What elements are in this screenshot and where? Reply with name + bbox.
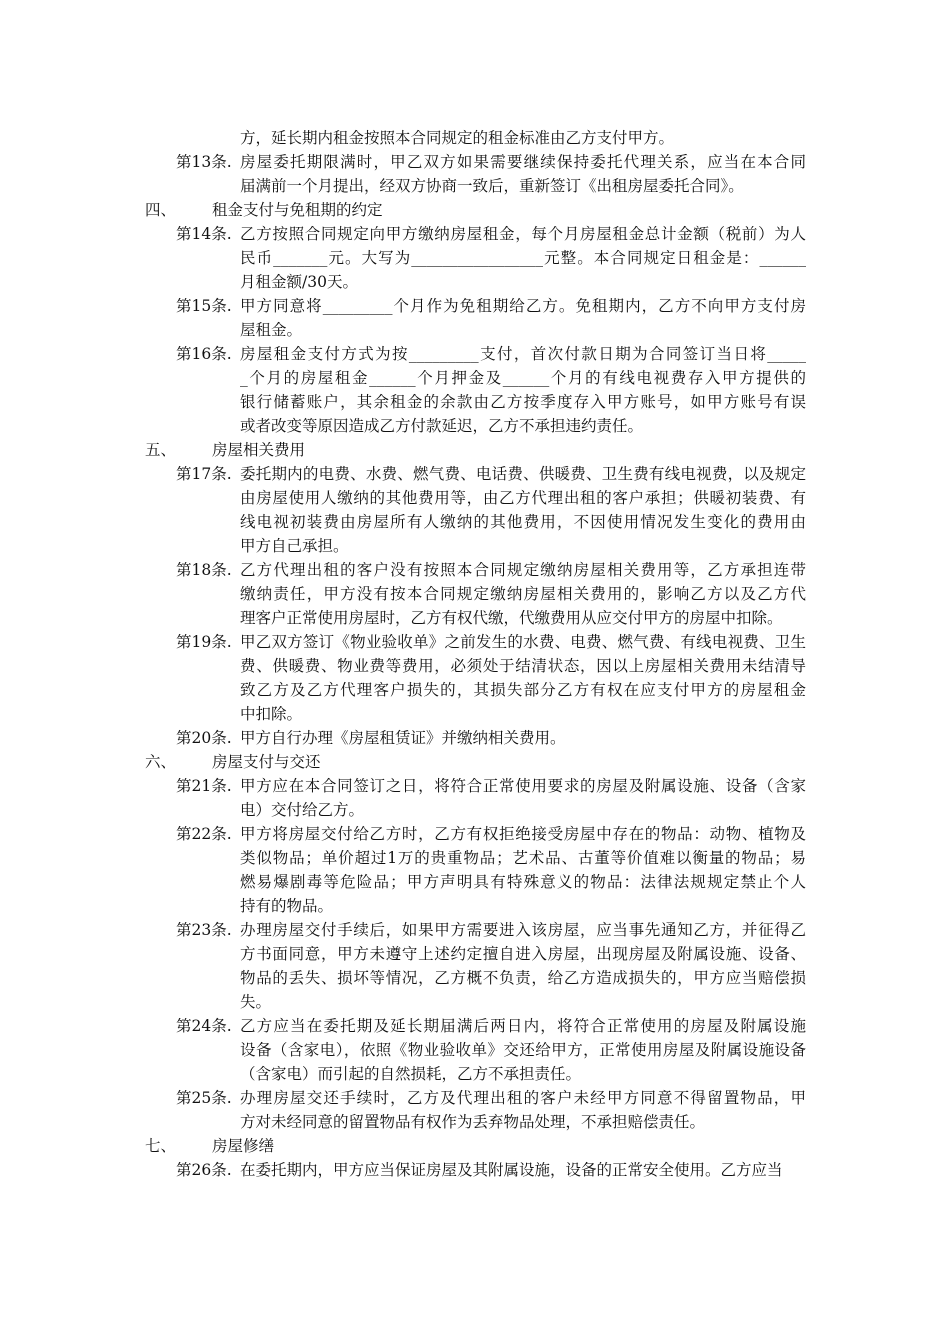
- article-26-label: 第26条.: [176, 1161, 232, 1179]
- article-18-line: 缴纳责任，甲方没有按本合同规定缴纳房屋相关费用的，影响乙方以及乙方代: [240, 585, 806, 603]
- article-15-label: 第15条.: [176, 297, 232, 315]
- article-13-line: 房屋委托期限满时，甲乙双方如果需要继续保持委托代理关系，应当在本合同: [240, 153, 806, 171]
- article-14-line: 月租金额/30天。: [240, 273, 358, 291]
- continuation-line: 方，延长期内租金按照本合同规定的租金标准由乙方支付甲方。: [240, 129, 675, 147]
- article-15-line: 甲方同意将_________个月作为免租期给乙方。免租期内，乙方不向甲方支付房: [240, 297, 806, 315]
- section-number: 六、: [145, 753, 177, 771]
- article-13-line: 届满前一个月提出，经双方协商一致后，重新签订《出租房屋委托合同》。: [240, 177, 744, 195]
- article-17-label: 第17条.: [176, 465, 232, 483]
- article-23-line: 办理房屋交付手续后，如果甲方需要进入该房屋，应当事先通知乙方，并征得乙: [240, 921, 806, 939]
- section-number: 七、: [145, 1137, 177, 1155]
- section-number: 五、: [145, 441, 177, 459]
- article-19-line: 中扣除。: [240, 705, 303, 723]
- article-24-label: 第24条.: [176, 1017, 232, 1035]
- article-25-label: 第25条.: [176, 1089, 232, 1107]
- article-17-line: 委托期内的电费、水费、燃气费、电话费、供暖费、卫生费有线电视费，以及规定: [240, 465, 806, 483]
- section-title: 房屋相关费用: [212, 441, 306, 459]
- article-18-line: 理客户正常使用房屋时，乙方有权代缴，代缴费用从应交付甲方的房屋中扣除。: [240, 609, 783, 627]
- article-16-label: 第16条.: [176, 345, 232, 363]
- article-23-line: 物品的丢失、损坏等情况，乙方概不负责，给乙方造成损失的，甲方应当赔偿损: [240, 969, 806, 987]
- article-19-label: 第19条.: [176, 633, 232, 651]
- section-title: 房屋修缮: [212, 1137, 275, 1155]
- article-22-label: 第22条.: [176, 825, 232, 843]
- article-18-line: 乙方代理出租的客户没有按照本合同规定缴纳房屋相关费用等，乙方承担连带: [240, 561, 806, 579]
- article-15-line: 屋租金。: [240, 321, 303, 339]
- article-13-label: 第13条.: [176, 153, 232, 171]
- article-23-line: 方书面同意，甲方未遵守上述约定擅自进入房屋，出现房屋及附属设施、设备、: [240, 945, 806, 963]
- article-16-line: 房屋租金支付方式为按_________支付，首次付款日期为合同签订当日将_____: [240, 345, 806, 363]
- article-24-line: 设备（含家电），依照《物业验收单》交还给甲方，正常使用房屋及附属设施设备: [240, 1041, 806, 1059]
- article-21-line: 电）交付给乙方。: [240, 801, 365, 819]
- article-22-line: 甲方将房屋交付给乙方时，乙方有权拒绝接受房屋中存在的物品：动物、植物及: [240, 825, 806, 843]
- article-14-line: 民币_______元。大写为_________________元整。本合同规定日租金是：______: [240, 249, 806, 267]
- article-19-line: 致乙方及乙方代理客户损失的，其损失部分乙方有权在应支付甲方的房屋租金: [240, 681, 806, 699]
- article-24-line: （含家电）而引起的自然损耗，乙方不承担责任。: [240, 1065, 582, 1083]
- article-21-line: 甲方应在本合同签订之日，将符合正常使用要求的房屋及附属设施、设备（含家: [240, 777, 806, 795]
- article-16-line: 银行储蓄账户，其余租金的余款由乙方按季度存入甲方账号，如甲方账号有误: [240, 393, 806, 411]
- section-title: 房屋支付与交还: [212, 753, 321, 771]
- article-17-line: 线电视初装费由房屋所有人缴纳的其他费用，不因使用情况发生变化的费用由: [240, 513, 806, 531]
- article-23-line: 失。: [240, 993, 272, 1011]
- article-21-label: 第21条.: [176, 777, 232, 795]
- article-17-line: 由房屋使用人缴纳的其他费用等，由乙方代理出租的客户承担；供暖初装费、有: [240, 489, 806, 507]
- article-20-label: 第20条.: [176, 729, 232, 747]
- article-19-line: 费、供暖费、物业费等费用，必须处于结清状态，因以上房屋相关费用未结清导: [240, 657, 806, 675]
- article-23-label: 第23条.: [176, 921, 232, 939]
- section-number: 四、: [145, 201, 177, 219]
- article-14-label: 第14条.: [176, 225, 232, 243]
- section-title: 租金支付与免租期的约定: [212, 201, 383, 219]
- article-25-line: 方对未经同意的留置物品有权作为丢弃物品处理，不承担赔偿责任。: [240, 1113, 706, 1131]
- article-18-label: 第18条.: [176, 561, 232, 579]
- article-22-line: 持有的物品。: [240, 897, 334, 915]
- article-19-line: 甲乙双方签订《物业验收单》之前发生的水费、电费、燃气费、有线电视费、卫生: [240, 633, 806, 651]
- article-16-line: _个月的房屋租金______个月押金及______个月的有线电视费存入甲方提供的: [240, 369, 806, 387]
- article-24-line: 乙方应当在委托期及延长期届满后两日内，将符合正常使用的房屋及附属设施: [240, 1017, 806, 1035]
- article-22-line: 燃易爆剧毒等危险品；甲方声明具有特殊意义的物品：法律法规规定禁止个人: [240, 873, 806, 891]
- article-22-line: 类似物品；单价超过1万的贵重物品；艺术品、古董等价值难以衡量的物品；易: [240, 849, 806, 867]
- article-17-line: 甲方自己承担。: [240, 537, 349, 555]
- article-25-line: 办理房屋交还手续时，乙方及代理出租的客户未经甲方同意不得留置物品，甲: [240, 1089, 806, 1107]
- article-26-line: 在委托期内，甲方应当保证房屋及其附属设施，设备的正常安全使用。乙方应当: [240, 1161, 783, 1179]
- article-16-line: 或者改变等原因造成乙方付款延迟，乙方不承担违约责任。: [240, 417, 644, 435]
- article-20-line: 甲方自行办理《房屋租赁证》并缴纳相关费用。: [240, 729, 566, 747]
- article-14-line: 乙方按照合同规定向甲方缴纳房屋租金，每个月房屋租金总计金额（税前）为人: [240, 225, 806, 243]
